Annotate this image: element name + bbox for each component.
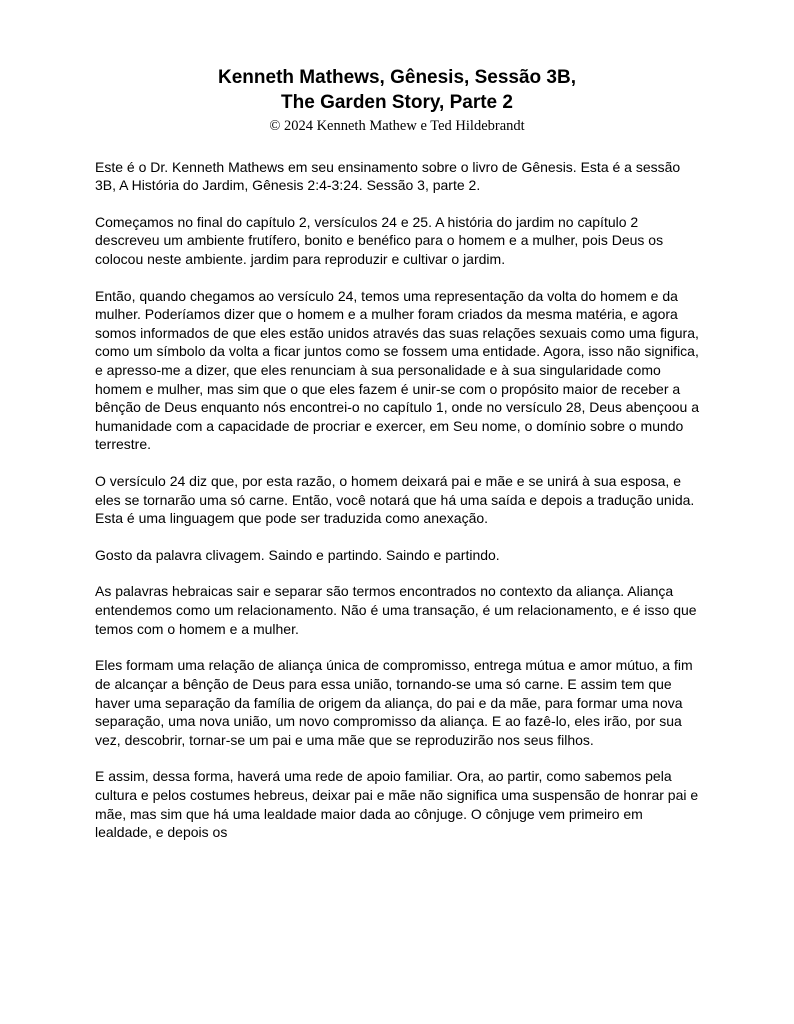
- paragraph: E assim, dessa forma, haverá uma rede de apoio familiar. Ora, ao partir, como sabemos pela cultura e pelos costumes hebreus, deixar pai e mãe não significa uma suspensão de honrar pai e mãe, mas sim que há uma lealdade maior dada ao cônjuge. O cônjuge vem primeiro em lealdade, e depois os: [95, 768, 699, 841]
- copyright-line: © 2024 Kenneth Mathew e Ted Hildebrandt: [269, 118, 525, 135]
- paragraph: Então, quando chegamos ao versículo 24, temos uma representação da volta do homem e da mulher. Poderíamos dizer que o homem e a mulher foram criados da mesma matéria, e agora somos informados de que eles estão unidos através das suas relações sexuais como uma figura, como um símbolo da volta a ficar juntos como se fossem uma entidade. Agora, isso não significa, e apresso-me a dizer, que eles renunciam à sua personalidade e à sua singularidade como homem e mulher, mas sim que o que eles fazem é unir-se com o propósito maior de receber a bênção de Deus enquanto nós encontrei-o no capítulo 1, onde no versículo 28, Deus abençoou a humanidade com a capacidade de procriar e exercer, em Seu nome, o domínio sobre o mundo terrestre.: [95, 287, 699, 453]
- paragraph: As palavras hebraicas sair e separar são termos encontrados no contexto da aliança. Aliança entendemos como um relacionamento. Não é uma transação, é um relacionamento, e é isso que temos com o homem e a mulher.: [95, 583, 697, 637]
- paragraph: O versículo 24 diz que, por esta razão, o homem deixará pai e mãe e se unirá à sua esposa, e eles se tornarão uma só carne. Então, você notará que há uma saída e depois a tradução unida. Esta é uma linguagem que pode ser traduzida como anexação.: [95, 473, 695, 527]
- paragraph: Gosto da palavra clivagem. Saindo e partindo. Saindo e partindo.: [95, 546, 500, 563]
- paragraph: Este é o Dr. Kenneth Mathews em seu ensinamento sobre o livro de Gênesis. Esta é a sessão 3B, A História do Jardim, Gênesis 2:4-3:24. Sessão 3, parte 2.: [95, 158, 681, 194]
- document-title: [95, 66, 699, 115]
- title-line-2: The Garden Story, Parte 2: [281, 91, 513, 113]
- paragraph: Começamos no final do capítulo 2, versículos 24 e 25. A história do jardim no capítulo 2 descreveu um ambiente frutífero, bonito e benéfico para o homem e a mulher, pois Deus os colocou neste ambiente. jardim para reproduzir e cultivar o jardim.: [95, 213, 664, 267]
- document-body: [95, 158, 699, 842]
- document-header: [95, 66, 699, 136]
- title-line-1: Kenneth Mathews, Gênesis, Sessão 3B,: [218, 67, 576, 88]
- paragraph: Eles formam uma relação de aliança única de compromisso, entrega mútua e amor mútuo, a fim de alcançar a bênção de Deus para essa união, tornando-se uma só carne. E assim tem que haver uma separação da família de origem da aliança, do pai e da mãe, para formar uma nova separação, uma nova união, um novo compromisso da aliança. E ao fazê-lo, eles irão, por sua vez, descobrir, tornar-se um pai e uma mãe que se reproduzirão nos seus filhos.: [95, 657, 693, 748]
